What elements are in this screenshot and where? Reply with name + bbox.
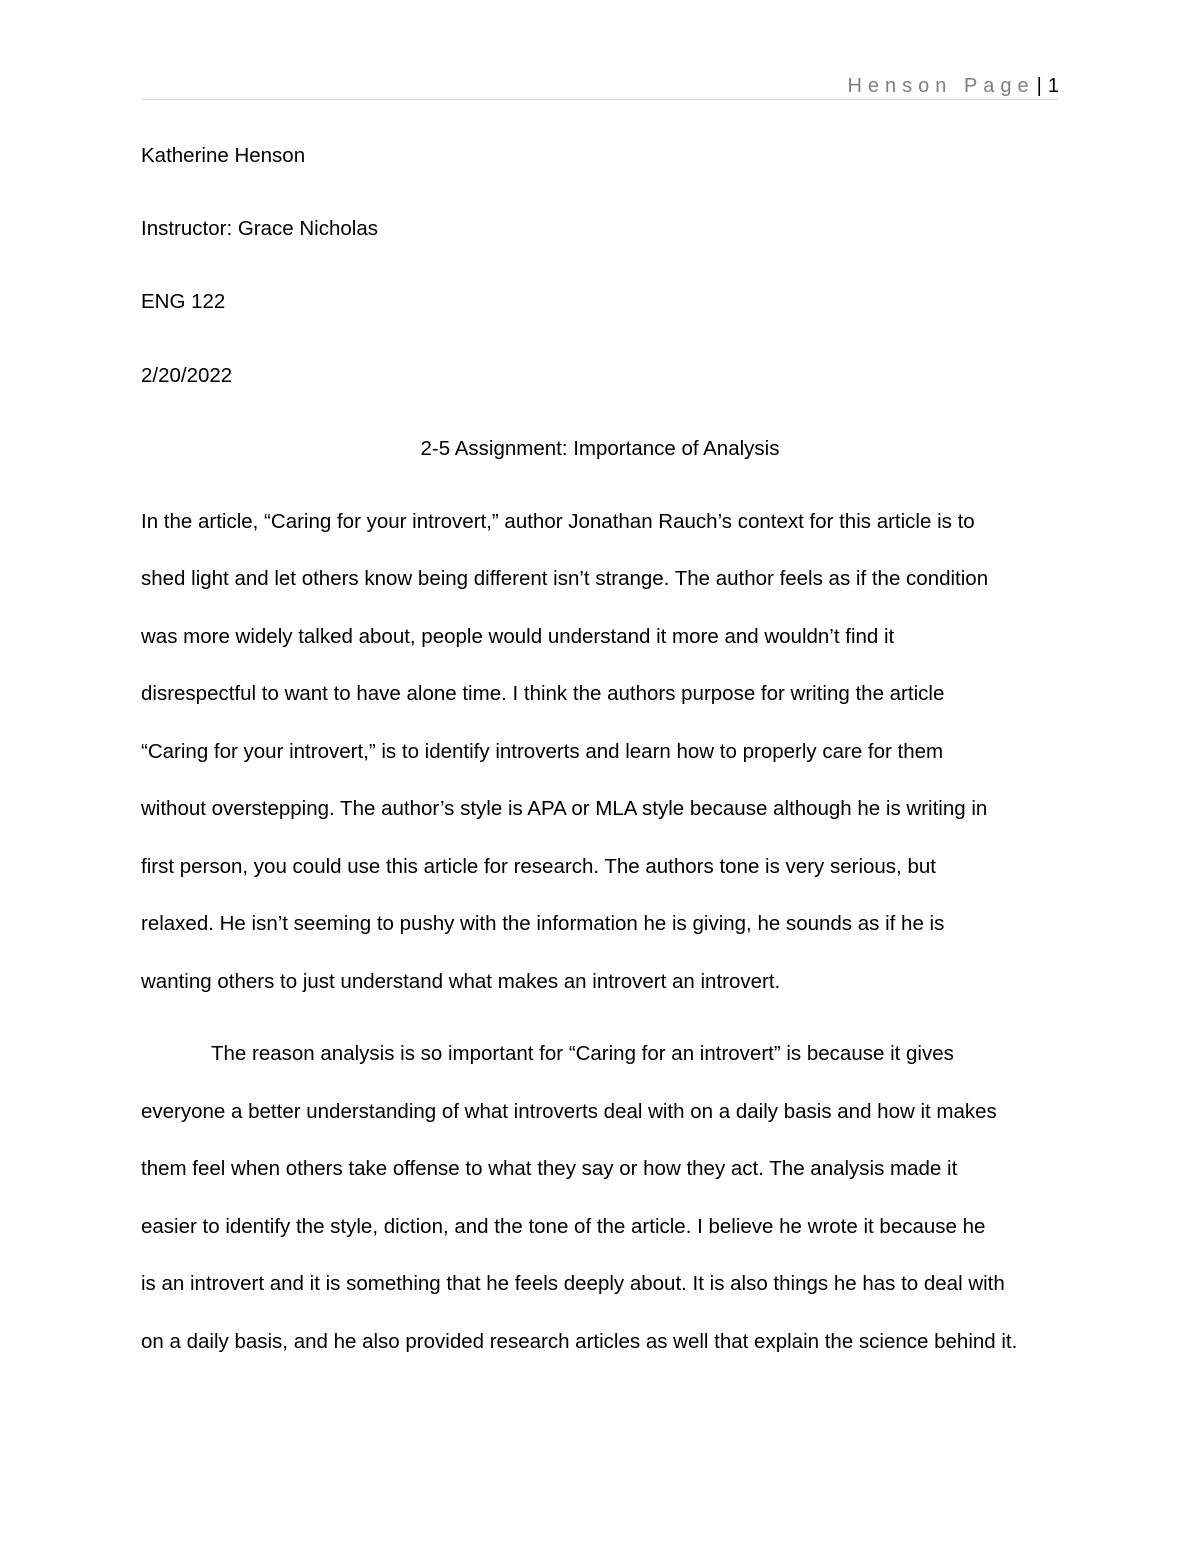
paragraph-1 — [141, 507, 1059, 1025]
student-name: Katherine Henson — [141, 144, 306, 167]
date: 2/20/2022 — [141, 363, 233, 387]
paragraph-line: was more widely talked about, people would understand it more and wouldn’t find it — [141, 624, 895, 648]
paragraph-line: on a daily basis, and he also provided research articles as well that explain the science behind it. — [141, 1329, 1018, 1353]
paragraph-line: everyone a better understanding of what introverts deal with on a daily basis and how it makes — [141, 1099, 997, 1123]
document-title: 2-5 Assignment: Importance of Analysis — [420, 436, 780, 460]
paragraph-line: them feel when others take offense to what they say or how they act. The analysis made it — [141, 1157, 958, 1181]
paragraph-line: easier to identify the style, diction, and the tone of the article. I believe he wrote it because he — [141, 1214, 986, 1238]
instructor-name: Instructor: Grace Nicholas — [141, 217, 378, 241]
paragraph-line: is an introvert and it is something that he feels deeply about. It is also things he has to deal with — [141, 1272, 1005, 1296]
paragraph-line: In the article, “Caring for your introvert,” author Jonathan Rauch’s context for this article is to — [141, 509, 975, 533]
header-divider — [141, 99, 1059, 100]
paragraph-2 — [141, 1039, 1059, 1384]
page-header — [847, 72, 1059, 100]
header-name-page: Henson Page — [847, 75, 1035, 97]
header-page-number: 1 — [1047, 75, 1059, 97]
paragraph-line: first person, you could use this article for research. The authors tone is very serious, but — [141, 854, 936, 878]
paragraph-line: wanting others to just understand what makes an introvert an introvert. — [141, 969, 781, 993]
course-code: ENG 122 — [141, 290, 226, 314]
document-body — [141, 141, 1059, 1384]
header-separator: | — [1036, 75, 1042, 97]
paragraph-line: disrespectful to want to have alone time. I think the authors purpose for writing the article — [141, 682, 945, 706]
paragraph-line: relaxed. He isn’t seeming to pushy with the information he is giving, he sounds as if he is — [141, 912, 945, 936]
paragraph-line: shed light and let others know being different isn’t strange. The author feels as if the condition — [141, 567, 989, 591]
paragraph-line: The reason analysis is so important for “Caring for an introvert” is because it gives — [211, 1042, 954, 1066]
paragraph-line: without overstepping. The author’s style is APA or MLA style because although he is writing in — [141, 797, 988, 821]
paragraph-line: “Caring for your introvert,” is to identify introverts and learn how to properly care for them — [141, 739, 944, 763]
